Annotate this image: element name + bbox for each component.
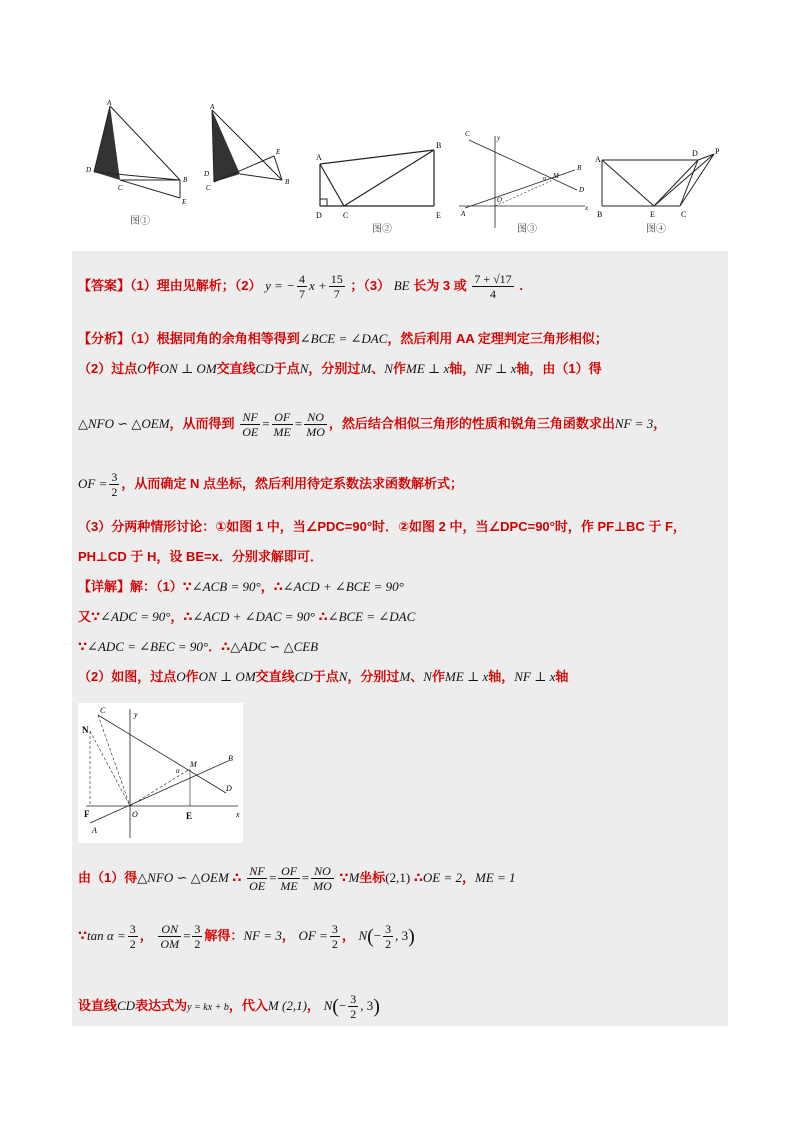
detail-l3a: ∵ [78,639,88,654]
analysis-line-1 [78,330,608,348]
detail-tag: 【详解】 [78,579,131,594]
analysis-frac-oe: OE [242,425,259,439]
figure-2-shaded-triangle [212,110,240,182]
detail-frac-no-mo [311,864,334,893]
analysis-l2-15: NF ⊥ x [475,361,517,376]
detail-l5m1: △NFO ∽ △OEM [137,869,229,885]
answer-frac-2-num: 15 [330,272,343,286]
fig5-label-e: E [650,210,655,219]
detail-l3m1: ∠ADC = ∠BEC = 90° [87,639,209,654]
detail-l3m2: △ADC ∽ △CEB [230,639,319,654]
detail-l5h: ∴ [413,869,423,885]
detail-l4-16: 轴 [555,669,569,684]
graph-label-m: M [190,760,197,769]
detail-frac-mo: MO [313,879,332,893]
graph-label-y: y [134,710,138,719]
fig5-label-p: P [715,147,720,156]
detail-l1b: ，∴ [260,579,283,594]
answer-frac-1-num: 4 [298,272,305,286]
detail-graph-diagram [78,703,243,843]
figure-4-diagram [455,98,595,233]
detail-line-5: 由（1）得△NFO ∽ △OEM ∴ $\frac{NF}{OE}$ = $\frac{OF}{ME}$ = $\frac{NO}{MO}$ ∵M坐标(2,1) ∴OE = 2，ME = 1 [78,864,516,893]
detail-line-6: ∵tan α = $\frac{3}{2}$ ， $\frac{ON}{OM}$ = $\frac{3}{2}$ 解得：NF = 3， OF = $\frac{3}{2}$ ， N(− $\frac{3}{2}$ , 3) [78,922,415,951]
analysis-l3d: NF = 3 [614,415,654,431]
detail-l7d: ， [306,997,320,1013]
detail-l4-2: 作 [185,669,199,684]
analysis-l2-12: 作 [392,361,406,376]
figure-4 [455,98,595,233]
detail-l5c: ∵ [339,869,349,885]
analysis-frac-nf: NF [240,410,260,425]
detail-l6d: ， [281,927,295,943]
analysis-line-6: PH⊥CD 于 H，设 BE=x．分别求解即可． [78,549,323,564]
fig4-label-alpha: α [543,176,547,182]
graph-label-b: B [228,754,233,763]
detail-l1m1: ∠ACB = 90° [191,579,261,594]
fig2-label-a: A [210,103,215,111]
fig4-label-m: M [553,172,559,180]
analysis-l2-6: 于点 [273,361,300,376]
fig2-label-c: C [206,184,211,192]
answer-end: . [519,277,523,293]
detail-l5k: ME = 1 [475,869,516,885]
detail-l2c: ∴ [318,609,328,624]
figure-4-caption: 图④ [646,224,666,235]
fig1-label-b: B [183,176,188,184]
analysis-frac-nf-oe [240,410,260,439]
analysis-line-4 [78,470,463,499]
graph-label-a: A [92,826,97,835]
detail-graph [78,703,243,843]
detail-l4-10: 、 [410,669,424,684]
analysis-l2-16: 轴，由（1）得 [516,361,602,376]
detail-frac-no: NO [311,864,334,879]
detail-line-2 [78,608,415,626]
detail-l4-4: 交直线 [255,669,295,684]
fig1-label-c: C [118,184,123,192]
fig4-label-y: y [497,134,501,142]
figure-row [80,98,730,238]
fig5-label-c: C [681,210,687,219]
detail-frac-on-om [158,922,181,951]
analysis-l2-5: CD [255,361,274,376]
detail-l6c: 解得： [204,927,244,943]
detail-l7m4: N [323,997,333,1013]
graph-label-e: E [186,811,193,821]
fig3-label-d: D [316,211,322,220]
detail-frac-3-2-b [192,922,202,951]
detail-l2b: ，∴ [170,609,193,624]
detail-l2m3: ∠BCE = ∠DAC [327,609,416,624]
figure-3-diagram [310,98,445,233]
answer-be: BE [393,277,410,293]
detail-l2a: 又∵ [78,609,101,624]
detail-l5a: 由（1）得 [78,869,138,885]
detail-frac-oe: OE [249,879,266,893]
analysis-l2-13: ME ⊥ x [405,361,450,376]
graph-label-d: D [226,784,232,793]
fig4-label-x: x [585,204,589,212]
detail-frac-om: OM [160,937,180,951]
detail-l4-6: 于点 [312,669,339,684]
analysis-frac-no: NO [304,410,327,425]
detail-l4-15: NF ⊥ x [514,669,556,684]
fig3-label-a: A [316,153,322,162]
detail-l5e: 坐标 [359,869,386,885]
detail-l6m4: N [358,927,368,943]
analysis-l2-7: N [299,361,309,376]
figure-2-caption: 图② [372,224,392,235]
detail-l5j: ， [462,869,476,885]
detail-l4-8: ，分别过 [347,669,400,684]
detail-l6m3: OF = [298,927,328,943]
answer-line [78,272,523,301]
analysis-l4a: OF = [78,475,108,491]
detail-l5g: (2,1) [385,869,411,885]
detail-l6g: , 3 [395,927,409,943]
analysis-line-3: △NFO ∽ △OEM，从而得到 $\frac{NF}{OE}$ = $\frac{OF}{ME}$ = $\frac{NO}{MO}$ ，然后结合相似三角形的性质和锐角三角函数求出NF = 3， [78,410,667,439]
figure-1-diagram [80,98,210,228]
detail-l2m2: ∠ACD + ∠DAC = 90° [192,609,315,624]
detail-l4-14: 轴， [488,669,515,684]
analysis-l2-10: 、 [371,361,385,376]
detail-l6f2-num: 3 [194,922,201,936]
analysis-frac-me: ME [273,425,291,439]
detail-frac-me: ME [280,879,298,893]
graph-label-o: O [132,810,138,819]
detail-frac-of: OF [278,864,299,879]
detail-l5i: OE = 2 [422,869,462,885]
analysis-l3c: ，然后结合相似三角形的性质和锐角三角函数求出 [328,415,615,431]
detail-frac-tan [128,922,138,951]
figure-2 [202,98,297,228]
detail-l5b: ∴ [232,869,242,885]
detail-l1a: 解：（1）∵ [130,579,192,594]
figure-1 [80,98,210,228]
analysis-l2-3: ON ⊥ OM [159,361,217,376]
fig4-label-d: D [579,186,585,194]
graph-label-x: x [236,810,240,819]
detail-frac-nf: NF [247,864,267,879]
analysis-l3a: △NFO ∽ △OEM [78,415,170,431]
answer-eq-y: y = − [265,277,295,293]
detail-l6b: ， [139,927,153,943]
detail-frac-n-x-2 [348,992,358,1021]
detail-frac-nf-oe [247,864,267,893]
detail-frac-of-val [330,922,340,951]
figure-3 [310,98,445,233]
analysis-l2-2: 作 [146,361,160,376]
fig4-label-b: B [577,164,582,172]
analysis-l4f-num: 3 [111,470,118,484]
analysis-l2-8: ，分别过 [308,361,361,376]
analysis-l2-4: 交直线 [216,361,256,376]
fig1-label-d: D [86,166,92,174]
detail-line-3 [78,638,318,656]
fig4-label-o: O [497,196,503,204]
analysis-frac-no-mo [304,410,327,439]
analysis-l1a: （1）根据同角的余角相等得到 [130,331,300,346]
detail-l6m1: tan α = [87,927,126,943]
fig1-label-e: E [182,198,187,206]
detail-line-7: 设直线CD表达式为y = kx + b，代入M (2,1)， N(− $\frac{3}{2}$ , 3) [78,992,380,1021]
fig4-label-c: C [465,130,470,138]
fig5-label-b: B [597,210,603,219]
fig5-label-a: A [595,155,601,164]
analysis-tag: 【分析】 [78,331,131,346]
figure-1-caption: 图① [130,216,150,227]
detail-l7m3: M (2,1) [267,997,307,1013]
detail-l6m2: NF = 3 [243,927,282,943]
fig3-label-b: B [436,141,442,150]
analysis-l2-14: 轴， [449,361,476,376]
detail-l4-5: CD [294,669,313,684]
analysis-l1b: ，然后利用 AA 定理判定三角形相似； [387,331,608,346]
fig1-label-a: A [107,99,112,107]
detail-l7f-num: 3 [350,992,357,1006]
fig4-label-a: A [461,210,466,218]
analysis-frac-mo: MO [306,425,325,439]
detail-l3b: ．∴ [208,639,231,654]
detail-l6f4-num: 3 [385,922,392,936]
analysis-l4f-den: 2 [111,485,118,499]
answer-frac-3-num: 7 + √17 [474,272,512,286]
detail-line-4 [78,668,568,686]
answer-frac-3 [472,272,513,301]
detail-l4-9: M [399,669,411,684]
answer-frac-2 [329,272,345,301]
detail-l4-3: ON ⊥ OM [198,669,256,684]
detail-l7c: ，代入 [228,997,268,1013]
detail-l2m1: ∠ADC = 90° [100,609,171,624]
figure-2-diagram [202,98,297,228]
detail-line-1 [78,578,404,596]
detail-l6a: ∵ [78,927,88,943]
analysis-frac-3-2 [109,470,119,499]
analysis-l2-1: O [137,361,147,376]
answer-tag: 【答案】 [78,277,131,293]
analysis-line-2 [78,360,602,378]
figure-3-caption: 图③ [517,224,537,235]
analysis-l4b: ，从而确定 N 点坐标，然后利用待定系数法求函数解析式； [121,475,463,491]
detail-l4-1: O [176,669,186,684]
detail-l5d: M [348,869,360,885]
analysis-l2-11: N [384,361,393,376]
graph-label-f: F [84,809,90,819]
answer-frac-1 [297,272,307,301]
detail-frac-on: ON [158,922,181,937]
analysis-frac-of-me [272,410,293,439]
detail-l7g: , 3 [360,997,374,1013]
detail-l4-13: ME ⊥ x [444,669,489,684]
fig3-label-e: E [436,211,441,220]
graph-label-n: N [82,725,89,735]
analysis-l3b: ，从而得到 [169,415,235,431]
detail-l4-11: N [423,669,432,684]
detail-l6f3-num: 3 [331,922,338,936]
analysis-line-5: （3）分两种情形讨论：①如图 1 中，当∠PDC=90°时．②如图 2 中，当∠DPC=90°时，作 PF⊥BC 于 F， [78,519,686,534]
fig2-label-e: E [276,148,281,156]
analysis-l2-9: M [360,361,372,376]
detail-l6f4-den: 2 [385,937,392,951]
detail-l6f1-num: 3 [129,922,136,936]
detail-l6f3-den: 2 [331,937,338,951]
answer-eq-x: x + [308,277,327,293]
answer-part3: 长为 3 或 [413,277,467,293]
fig2-label-d: D [204,170,210,178]
detail-l6f1-den: 2 [129,937,136,951]
fig5-label-d: D [692,149,698,158]
detail-l7m1: CD [117,997,136,1013]
graph-label-alpha: α [176,767,180,775]
answer-frac-1-den: 7 [298,287,305,301]
detail-l7b: 表达式为 [135,997,188,1013]
detail-l4-0: （2）如图，过点 [78,669,177,684]
detail-l7a: 设直线 [78,997,118,1013]
answer-frac-2-den: 7 [333,287,340,301]
detail-frac-of-me [278,864,299,893]
detail-frac-n-x [383,922,393,951]
fig2-label-b: B [285,178,290,186]
detail-l4-12: 作 [431,669,445,684]
detail-l7f-den: 2 [350,1007,357,1021]
figure-5-diagram [588,98,730,233]
fig3-label-c: C [343,211,349,220]
analysis-l3e: ， [653,415,667,431]
detail-l4-7: N [338,669,348,684]
detail-l7m2: y = kx + b [187,1001,229,1013]
analysis-frac-of: OF [272,410,293,425]
answer-part2: ；（3） [350,277,391,293]
detail-l6f2-den: 2 [194,937,201,951]
graph-label-c: C [100,706,106,715]
answer-frac-3-den: 4 [490,287,496,301]
detail-l6e: ， [341,927,355,943]
figure-5 [588,98,730,233]
analysis-l1m: ∠BCE = ∠DAC [299,331,388,346]
answer-part1: （1）理由见解析；（2） [130,277,262,293]
detail-l1m2: ∠ACD + ∠BCE = 90° [282,579,404,594]
analysis-l2-0: （2）过点 [78,361,138,376]
